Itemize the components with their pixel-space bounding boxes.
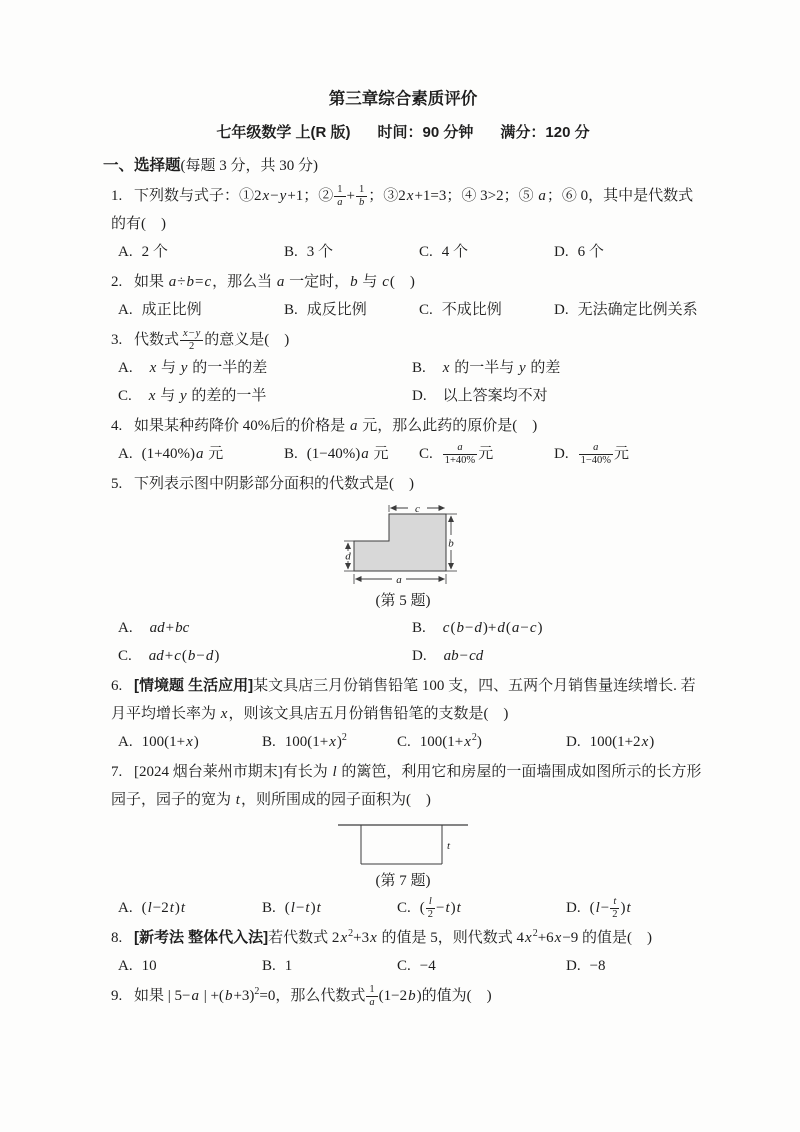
math-variable: x <box>148 388 156 404</box>
math-variable: cd <box>469 648 484 664</box>
option-C <box>397 728 566 756</box>
option-C <box>397 894 566 922</box>
math-variable: x <box>406 188 414 204</box>
options-row <box>118 728 703 756</box>
option-D <box>554 296 703 324</box>
math-variable: t <box>613 896 617 908</box>
option-label: B. <box>284 244 298 260</box>
math-variable: t <box>305 900 310 916</box>
math-variable: y <box>279 188 287 204</box>
question-5 <box>103 470 703 670</box>
option-label: B. <box>412 360 426 376</box>
option-label: D. <box>412 648 427 664</box>
math-variable: x <box>554 930 562 946</box>
question-text: 如果 | 5−a | $+(b+3)^2=0$，那么代数式 $\frac{1}{a}$ (1−2b)的值为( ) <box>134 984 492 1009</box>
question-text: 下列表示图中阴影部分面积的代数式是( ) <box>134 476 414 492</box>
superscript: 2 <box>532 928 538 939</box>
math-variable: t <box>316 900 321 916</box>
option-text: (l−t)t <box>284 900 321 916</box>
options-row <box>118 238 703 266</box>
option-text: x 的一半与 y 的差 <box>442 360 561 376</box>
math-variable: x <box>370 930 377 946</box>
math-variable: c <box>529 620 537 636</box>
figure-question-5 <box>103 504 703 588</box>
math-variable: t <box>445 900 450 916</box>
option-C <box>397 952 566 980</box>
option-text: 100(1+2x) <box>589 734 655 750</box>
option-D <box>412 642 703 670</box>
math-variable: a <box>511 620 520 636</box>
question-8 <box>103 924 703 980</box>
math-variable: a <box>191 988 199 1004</box>
math-variable: t <box>235 792 240 808</box>
math-variable: a <box>369 997 375 1009</box>
option-text: 6 个 <box>577 244 604 260</box>
option-A <box>118 354 412 382</box>
options-row <box>118 614 703 670</box>
option-label: A. <box>118 734 133 750</box>
option-text: 3 个 <box>306 244 334 260</box>
question-stem <box>111 268 703 296</box>
math-variable: d <box>497 620 505 636</box>
option-label: A. <box>118 360 133 376</box>
question-stem <box>111 672 703 728</box>
option-label: B. <box>284 446 298 462</box>
options-row <box>118 354 703 410</box>
option-text: (1−40%)a 元 <box>306 446 389 462</box>
option-text: 成正比例 <box>141 302 202 318</box>
superscript: 2 <box>348 928 354 939</box>
question-stem <box>111 758 703 814</box>
option-text: 100(1+x) <box>141 734 199 750</box>
superscript: 2 <box>254 986 260 997</box>
question-tag: [新考法 整体代入法] <box>134 929 269 946</box>
math-variable: t <box>626 900 631 916</box>
question-number: 1. <box>111 188 123 204</box>
question-stem <box>111 470 703 498</box>
fraction: $\frac{1}{b}$ <box>356 184 367 209</box>
dimension-label: c <box>415 504 420 515</box>
option-A <box>118 952 262 980</box>
option-label: A. <box>118 244 133 260</box>
question-number: 6. <box>111 678 123 694</box>
option-text: ab−cd <box>443 648 484 664</box>
math-variable: a <box>538 188 546 204</box>
exam-score: 满分：120 分 <box>500 124 590 141</box>
question-stem <box>111 982 703 1010</box>
option-label: C. <box>419 446 433 462</box>
math-variable: d <box>205 648 214 664</box>
question-3 <box>103 326 703 410</box>
math-variable: y <box>518 360 526 376</box>
wall-fence-figure <box>337 820 469 868</box>
option-text: x 与 y 的一半的差 <box>149 360 268 376</box>
question-stem <box>111 924 703 952</box>
option-label: D. <box>554 244 569 260</box>
question-list <box>103 182 703 1010</box>
option-text: $100(1+x)^2$ <box>284 732 347 750</box>
option-text: 不成比例 <box>441 302 502 318</box>
exam-time: 时间：90 分钟 <box>377 124 474 141</box>
option-C <box>419 440 554 468</box>
option-D <box>566 728 703 756</box>
option-C <box>118 382 412 410</box>
math-variable: b <box>359 197 365 209</box>
math-variable: a <box>276 274 285 290</box>
option-A <box>118 728 262 756</box>
fraction: $\frac{a}{1-40\%}$ <box>580 442 612 467</box>
question-text: [新考法 整体代入法]若代数式 $2x^2+3x$ 的值是 5，则代数式 $4x^2+6x-9$ 的值是( ) <box>134 928 653 946</box>
math-variable: a <box>457 442 463 454</box>
math-variable: x <box>329 734 336 750</box>
math-variable: x <box>464 734 471 750</box>
option-text: $\frac{a}{1+40\%}$ 元 <box>444 442 494 467</box>
option-label: C. <box>419 244 433 260</box>
dimension-label: t <box>447 840 451 852</box>
options-row <box>118 894 703 922</box>
math-variable: x <box>220 706 228 722</box>
math-variable: x <box>340 930 348 946</box>
question-7 <box>103 758 703 922</box>
option-A <box>118 614 412 642</box>
math-variable: b <box>408 988 416 1004</box>
option-label: B. <box>412 620 426 636</box>
option-label: A. <box>118 620 133 636</box>
math-variable: l <box>595 900 600 916</box>
option-B <box>262 952 397 980</box>
option-D <box>566 952 703 980</box>
fraction: $\frac{1}{a}$ <box>334 184 345 209</box>
figure-caption: (第 5 题) <box>375 593 431 609</box>
math-variable: a <box>593 442 599 454</box>
question-number: 3. <box>111 332 123 348</box>
option-text: ad+bc <box>149 620 190 636</box>
option-text: 以上答案均不对 <box>442 388 548 404</box>
math-variable: l <box>428 896 432 908</box>
figure-caption: (第 7 题) <box>375 873 431 889</box>
math-variable: b <box>224 988 233 1004</box>
question-stem <box>111 182 703 238</box>
dimension-label: a <box>396 574 402 586</box>
math-variable: a <box>361 446 369 462</box>
question-2 <box>103 268 703 324</box>
option-text: 4 个 <box>441 244 469 260</box>
option-text: 无法确定比例关系 <box>577 302 698 318</box>
exam-meta <box>103 123 703 142</box>
option-B <box>412 614 703 642</box>
option-label: D. <box>566 958 581 974</box>
option-label: A. <box>118 446 133 462</box>
option-text: c(b−d)+d(a−c) <box>442 620 543 636</box>
question-number: 5. <box>111 476 123 492</box>
option-C <box>419 238 554 266</box>
option-B <box>262 728 397 756</box>
dimension-label: b <box>448 537 454 550</box>
math-variable: x <box>442 360 450 376</box>
option-A <box>118 894 262 922</box>
option-A <box>118 238 284 266</box>
question-number: 2. <box>111 274 123 290</box>
option-A <box>118 440 284 468</box>
question-6 <box>103 672 703 756</box>
math-variable: l <box>147 900 152 916</box>
option-text: −4 <box>419 958 436 974</box>
fraction: $\frac{t}{2}$ <box>612 896 618 921</box>
math-variable: x <box>186 734 193 750</box>
math-variable: a <box>337 197 343 209</box>
options-row <box>118 440 703 468</box>
math-variable: a <box>350 418 358 434</box>
math-variable: x <box>641 734 649 750</box>
figure-question-7 <box>103 820 703 868</box>
question-text: 下列数与式子：①2x−y+1；② $\frac{1}{a}$ + $\frac{1}{b}$ ；③2x+1=3；④ 3>2；⑤ a；⑥ 0，其中是代数式的有( ) <box>111 184 694 232</box>
question-tag: [情境题 生活应用] <box>134 677 254 694</box>
math-variable: b <box>456 620 464 636</box>
option-label: B. <box>262 900 276 916</box>
question-number: 7. <box>111 764 123 780</box>
l-shape-figure <box>342 504 464 588</box>
option-label: A. <box>118 958 133 974</box>
fraction: $\frac{l}{2}$ <box>427 896 434 921</box>
fraction: $\frac{x-y}{2}$ <box>180 328 203 353</box>
option-label: D. <box>554 302 569 318</box>
math-variable: c <box>382 274 389 290</box>
option-text: (l− $\frac{t}{2}$ )t <box>589 896 631 921</box>
option-C <box>419 296 554 324</box>
section-title: 一、选择题 <box>103 157 181 174</box>
option-B <box>262 894 397 922</box>
question-text: [2024 烟台莱州市期末]有长为 l 的篱笆，利用它和房屋的一面墙围成如图所示的长方形园子，园子的宽为 t，则所围成的园子面积为( ) <box>111 764 702 808</box>
option-D <box>566 894 703 922</box>
math-variable: b <box>187 648 196 664</box>
option-label: D. <box>554 446 569 462</box>
math-variable: c <box>204 274 212 290</box>
question-text: 如果 a÷b=c，那么当 a 一定时，b 与 c( ) <box>134 274 415 290</box>
option-D <box>554 440 703 468</box>
options-row <box>118 952 703 980</box>
option-B <box>284 238 419 266</box>
page-title: 第三章综合素质评价 <box>328 90 478 108</box>
math-variable: y <box>180 360 188 376</box>
math-variable: ad <box>148 648 164 664</box>
option-text: $\frac{a}{1-40\%}$ 元 <box>580 442 630 467</box>
option-label: C. <box>397 958 411 974</box>
math-variable: a <box>196 446 204 462</box>
option-text: $100(1+x^2)$ <box>419 732 482 750</box>
question-text: 代数式 $\frac{x-y}{2}$ 的意义是( ) <box>134 328 290 353</box>
math-variable: x <box>525 930 532 946</box>
math-variable: c <box>442 620 450 636</box>
option-label: B. <box>284 302 298 318</box>
option-A <box>118 296 284 324</box>
math-variable: b <box>186 274 194 290</box>
option-text: (l−2t)t <box>141 900 186 916</box>
math-variable: x <box>183 328 188 340</box>
option-text: 2 个 <box>141 244 168 260</box>
superscript: 2 <box>341 732 347 743</box>
question-stem <box>111 326 703 354</box>
superscript: 2 <box>471 732 477 743</box>
option-B <box>284 440 419 468</box>
math-variable: y <box>179 388 187 404</box>
option-text: ( $\frac{l}{2}$ −t)t <box>419 896 461 921</box>
option-C <box>118 642 412 670</box>
math-variable: x <box>262 188 270 204</box>
question-number: 9. <box>111 988 123 1004</box>
exam-grade: 七年级数学 上(R 版) <box>216 124 351 141</box>
math-variable: l <box>332 764 337 780</box>
math-variable: d <box>474 620 482 636</box>
question-text: [情境题 生活应用]某文具店三月份销售铅笔 100 支，四、五两个月销售量连续增长. 若月平均增长率为 x，则该文具店五月份销售铅笔的支数是( ) <box>111 677 696 722</box>
option-text: 成反比例 <box>306 302 367 318</box>
math-variable: t <box>180 900 186 916</box>
option-label: C. <box>419 302 433 318</box>
option-text: (1+40%)a 元 <box>141 446 224 462</box>
option-label: D. <box>566 900 581 916</box>
math-variable: ab <box>443 648 459 664</box>
option-label: C. <box>118 388 132 404</box>
math-variable: c <box>174 648 181 664</box>
fraction: $\frac{1}{a}$ <box>366 984 377 1009</box>
math-variable: b <box>350 274 358 290</box>
math-variable: l <box>290 900 295 916</box>
option-label: A. <box>118 900 133 916</box>
option-label: B. <box>262 958 276 974</box>
math-variable: bc <box>175 620 190 636</box>
question-number: 4. <box>111 418 123 434</box>
option-label: B. <box>262 734 276 750</box>
math-variable: t <box>169 900 174 916</box>
option-text: 1 <box>284 958 293 974</box>
option-text: 10 <box>141 958 157 974</box>
option-label: C. <box>397 734 411 750</box>
question-text: 如果某种药降价 40%后的价格是 a 元，那么此药的原价是( ) <box>134 418 538 434</box>
question-4 <box>103 412 703 468</box>
section-heading <box>103 152 703 180</box>
question-number: 8. <box>111 930 123 946</box>
question-stem <box>111 412 703 440</box>
option-label: D. <box>412 388 427 404</box>
fraction: $\frac{a}{1+40\%}$ <box>444 442 476 467</box>
section-note: (每题 3 分，共 30 分) <box>180 158 319 174</box>
options-row <box>118 296 703 324</box>
math-variable: ad <box>149 620 165 636</box>
dimension-label: d <box>345 550 351 563</box>
option-D <box>412 382 703 410</box>
math-variable: a <box>168 274 177 290</box>
option-text: x 与 y 的差的一半 <box>148 388 267 404</box>
option-label: D. <box>566 734 581 750</box>
option-text: ad+c(b−d) <box>148 648 220 664</box>
math-variable: t <box>456 900 461 916</box>
option-B <box>284 296 419 324</box>
option-label: C. <box>118 648 132 664</box>
question-9 <box>103 982 703 1010</box>
math-variable: x <box>149 360 157 376</box>
option-B <box>412 354 703 382</box>
option-D <box>554 238 703 266</box>
math-variable: y <box>195 328 201 340</box>
option-label: A. <box>118 302 133 318</box>
option-text: −8 <box>589 958 606 974</box>
question-1 <box>103 182 703 266</box>
option-label: C. <box>397 900 411 916</box>
